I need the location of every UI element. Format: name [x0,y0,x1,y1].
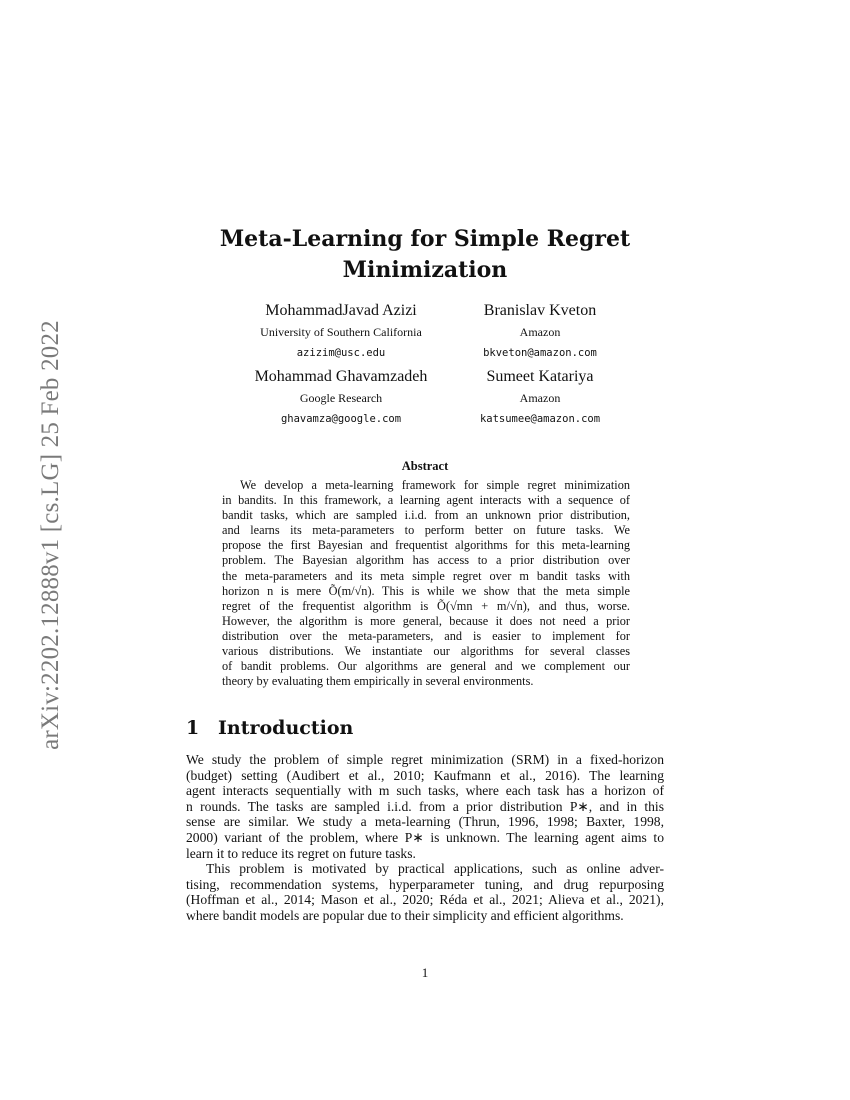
page-number: 1 [421,965,429,980]
abstract-line: in bandits. In this framework, a learning agent interacts with a sequence of [222,493,630,508]
abstract-line: bandit tasks, which are sampled i.i.d. from an unknown prior distribution, [222,508,630,523]
author-block [226,367,456,429]
author-name: Branislav Kveton [483,302,597,319]
section-title: Introduction [218,717,354,739]
author-email: azizim@usc.edu [296,347,386,359]
section-number: 1 [186,717,200,739]
abstract-line: We develop a meta-learning framework for simple regret minimization [240,478,630,492]
intro-paragraph-2 [186,861,664,923]
abstract-text [222,478,630,689]
author-name: MohammadJavad Azizi [265,302,417,319]
paragraph-line: (Hoffman et al., 2014; Mason et al., 2020; Réda et al., 2021; Alieva et al., 2021), [186,892,664,908]
abstract-line: the meta-parameters and its meta simple regret over m bandit tasks with [222,568,630,583]
author-block [460,367,620,429]
author-email: ghavamza@google.com [280,413,402,425]
abstract-line: propose the first Bayesian and frequentist algorithms for this meta-learning [222,538,630,553]
paper-title [185,224,665,286]
paragraph-line: learn it to reduce its regret on future tasks. [186,845,416,861]
abstract-line: and learns its meta-parameters to perform better on future tasks. We [222,523,630,538]
abstract-line: theory by evaluating them empirically in several environments. [222,674,534,689]
paragraph-line: (budget) setting (Audibert et al., 2010; Kaufmann et al., 2016). The learning [186,767,664,783]
paragraph-line: We study the problem of simple regret minimization (SRM) in a fixed-horizon [186,752,664,767]
paragraph-line: 2000) variant of the problem, where P∗ is unknown. The learning agent aims to [186,829,664,845]
author-affiliation: University of Southern California [260,325,422,339]
abstract-line: distribution over the meta-parameters, and is easier to implement for [222,628,630,643]
paragraph-line: sense are similar. We study a meta-learning (Thrun, 1996, 1998; Baxter, 1998, [186,814,664,830]
title-line-2: Minimization [342,257,508,283]
author-name: Mohammad Ghavamzadeh [254,368,428,385]
abstract-line: problem. The Bayesian algorithm has access to a prior distribution over [222,553,630,568]
author-block [226,301,456,363]
author-affiliation: Amazon [519,325,561,339]
arxiv-identifier [37,295,65,775]
paragraph-line: This problem is motivated by practical applications, such as online adver- [206,861,664,876]
paragraph-line: n rounds. The tasks are sampled i.i.d. from a prior distribution P∗, and in this [186,798,664,814]
abstract-line: However, the algorithm is more general, because it does not need a prior [222,613,630,628]
abstract-line: regret of the frequentist algorithm is Õ(√mn + m/√n), and thus, worse. [222,598,630,613]
paragraph-line: tising, recommendation systems, hyperparameter tuning, and drug repurposing [186,876,664,892]
author-email: katsumee@amazon.com [479,413,601,425]
author-block [460,301,620,363]
title-line-1: Meta-Learning for Simple Regret [219,226,631,252]
intro-paragraph-1 [186,752,664,861]
author-affiliation: Amazon [519,391,561,405]
abstract-line: various distributions. We instantiate our algorithms for several classes [222,644,630,659]
abstract-line: of bandit problems. Our algorithms are general and we complement our [222,659,630,674]
section-heading [186,717,353,739]
author-affiliation: Google Research [299,391,383,405]
abstract-heading: Abstract [401,459,449,473]
paragraph-line: where bandit models are popular due to their simplicity and efficient algorithms. [186,907,624,923]
abstract-line: horizon n is mere Õ(m/√n). This is while we show that the meta simple [222,583,630,598]
author-email: bkveton@amazon.com [483,347,597,359]
paragraph-line: agent interacts sequentially with m such tasks, where each task has a horizon of [186,783,664,799]
arxiv-identifier-text: arXiv:2202.12888v1 [cs.LG] 25 Feb 2022 [37,320,64,750]
author-name: Sumeet Katariya [486,368,594,385]
